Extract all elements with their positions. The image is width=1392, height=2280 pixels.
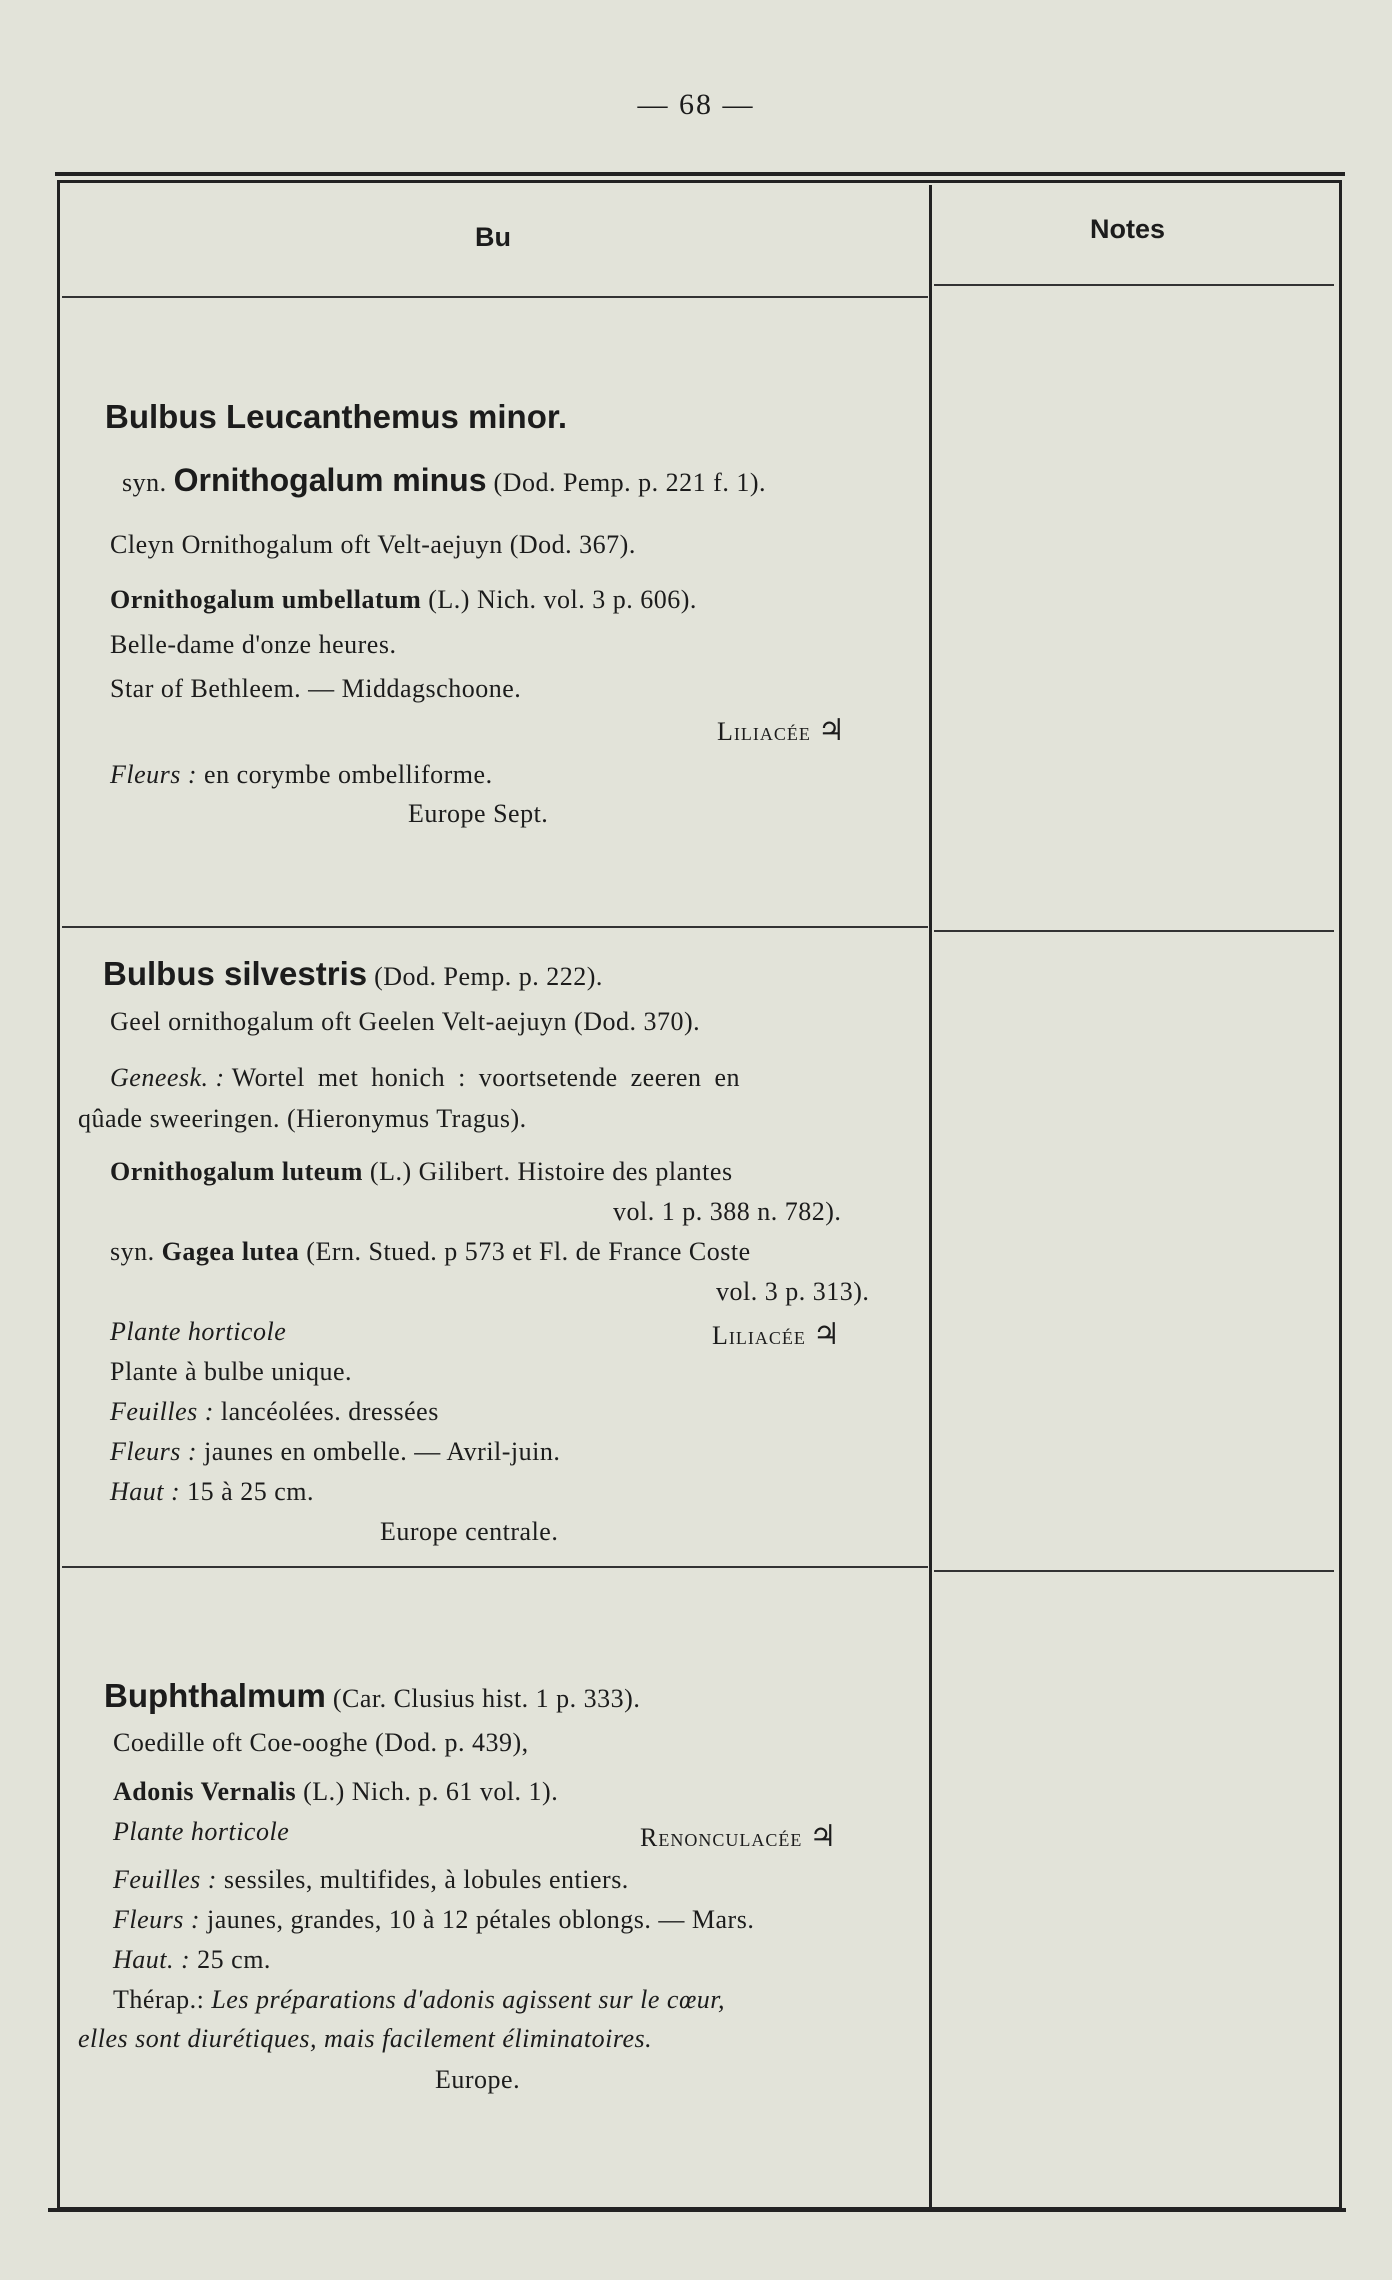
page-number: — 68 — (637, 88, 755, 121)
haut-text: 15 à 25 cm. (187, 1477, 314, 1506)
vernacular-line: Coedille oft Coe-ooghe (Dod. p. 439), (113, 1728, 529, 1757)
family-line (717, 713, 845, 748)
entry-divider-1-left (62, 926, 928, 928)
region: Europe centrale. (380, 1517, 559, 1546)
fleurs-text: jaunes, grandes, 10 à 12 pétales oblongs. — Mars. (207, 1905, 755, 1934)
linnaean-line (113, 1777, 558, 1807)
header-rule-right (934, 284, 1334, 286)
header-rule-left (62, 296, 928, 298)
fleurs-label: Fleurs : (110, 1437, 198, 1466)
family-name: Liliacée (717, 717, 811, 746)
entry-title: Buphthalmum (104, 1677, 326, 1714)
table-top-rule (55, 172, 1345, 176)
syn-prefix: syn. (122, 468, 167, 497)
entry-divider-2-left (62, 1566, 928, 1568)
region: Europe Sept. (408, 799, 549, 828)
plante-label: Plante horticole (110, 1317, 287, 1346)
plante-label: Plante horticole (113, 1817, 290, 1846)
synonym-line (122, 462, 766, 499)
therap-text-2: elles sont diurétiques, mais facilement éliminatoires. (78, 2024, 653, 2053)
fleurs-line (110, 1437, 560, 1467)
feuilles-label: Feuilles : (110, 1397, 214, 1426)
col-header-notes: Notes (1090, 214, 1166, 244)
title-line (103, 955, 603, 993)
family-name: Renonculacée (640, 1823, 803, 1852)
feuilles-label: Feuilles : (113, 1865, 217, 1894)
haut-label: Haut. : (113, 1945, 191, 1974)
feuilles-text: lancéolées. dressées (220, 1397, 439, 1426)
vernacular-line: Cleyn Ornithogalum oft Velt-aejuyn (Dod. 367). (110, 530, 636, 559)
title-line (104, 1677, 640, 1715)
family-line (712, 1317, 840, 1352)
column-divider (929, 185, 932, 2207)
vernacular-line: Geel ornithogalum oft Geelen Velt-aejuyn (Dod. 370). (110, 1007, 701, 1036)
linnaean-ref: (L.) Nich. vol. 3 p. 606). (428, 585, 697, 614)
family-line (640, 1819, 837, 1854)
therap-line (113, 1985, 725, 2015)
linnaean-line (110, 1157, 733, 1187)
linnaean-ref-2: vol. 1 p. 388 n. 782). (613, 1197, 842, 1226)
syn-ref-2: vol. 3 p. 313). (716, 1277, 870, 1306)
perennial-symbol: ♃ (817, 714, 846, 747)
therap-label: Thérap.: (113, 1985, 205, 2014)
syn-ref: (Ern. Stued. p 573 et Fl. de France Coste (306, 1237, 751, 1266)
linnaean-ref: (L.) Nich. p. 61 vol. 1). (303, 1777, 559, 1806)
syn-prefix: syn. (110, 1237, 155, 1266)
english-name: Star of Bethleem. — Middagschoone. (110, 674, 522, 703)
fleurs-text: jaunes en ombelle. — Avril-juin. (204, 1437, 561, 1466)
title-ref: (Dod. Pemp. p. 222). (374, 962, 603, 991)
syn-name: Gagea lutea (161, 1237, 300, 1266)
family-name: Liliacée (712, 1321, 806, 1350)
bulbe-note: Plante à bulbe unique. (110, 1357, 353, 1386)
feuilles-line (110, 1397, 439, 1427)
fleurs-label: Fleurs : (113, 1905, 201, 1934)
geneesk-line (110, 1063, 740, 1093)
geneesk-label: Geneesk. : (110, 1063, 225, 1092)
linnaean-name: Ornithogalum umbellatum (110, 585, 422, 614)
perennial-symbol: ♃ (809, 1820, 837, 1853)
haut-label: Haut : (110, 1477, 181, 1506)
geneesk-text-2: qûade sweeringen. (Hieronymus Tragus). (78, 1104, 527, 1133)
syn-name: Ornithogalum minus (173, 462, 487, 498)
linnaean-ref: (L.) Gilibert. Histoire des plantes (369, 1157, 733, 1186)
haut-text: 25 cm. (197, 1945, 271, 1974)
fleurs-line (110, 760, 493, 790)
haut-line (113, 1945, 271, 1975)
fleurs-text: en corymbe ombelliforme. (204, 760, 493, 789)
perennial-symbol: ♃ (812, 1318, 841, 1351)
entry-divider-2-right (934, 1570, 1334, 1572)
col-header-bu: Bu (475, 222, 511, 252)
fleurs-line (113, 1905, 754, 1935)
linnaean-name: Ornithogalum luteum (110, 1157, 363, 1186)
fleurs-label: Fleurs : (110, 760, 198, 789)
feuilles-line (113, 1865, 629, 1895)
linnaean-line (110, 585, 697, 615)
geneesk-text: Wortel met honich : voortsetende zeeren en (231, 1063, 740, 1092)
syn-ref: (Dod. Pemp. p. 221 f. 1). (493, 468, 766, 497)
haut-line (110, 1477, 314, 1507)
title-ref: (Car. Clusius hist. 1 p. 333). (332, 1684, 641, 1713)
entry-divider-1-right (934, 930, 1334, 932)
feuilles-text: sessiles, multifides, à lobules entiers. (223, 1865, 629, 1894)
synonym-line (110, 1237, 751, 1267)
linnaean-name: Adonis Vernalis (113, 1777, 297, 1806)
region: Europe. (435, 2065, 521, 2094)
entry-title: Bulbus Leucanthemus minor. (105, 398, 568, 435)
french-name: Belle-dame d'onze heures. (110, 630, 397, 659)
table-bottom-rule (48, 2208, 1346, 2212)
entry-title: Bulbus silvestris (103, 955, 368, 992)
therap-text: Les préparations d'adonis agissent sur le cœur, (211, 1985, 726, 2014)
